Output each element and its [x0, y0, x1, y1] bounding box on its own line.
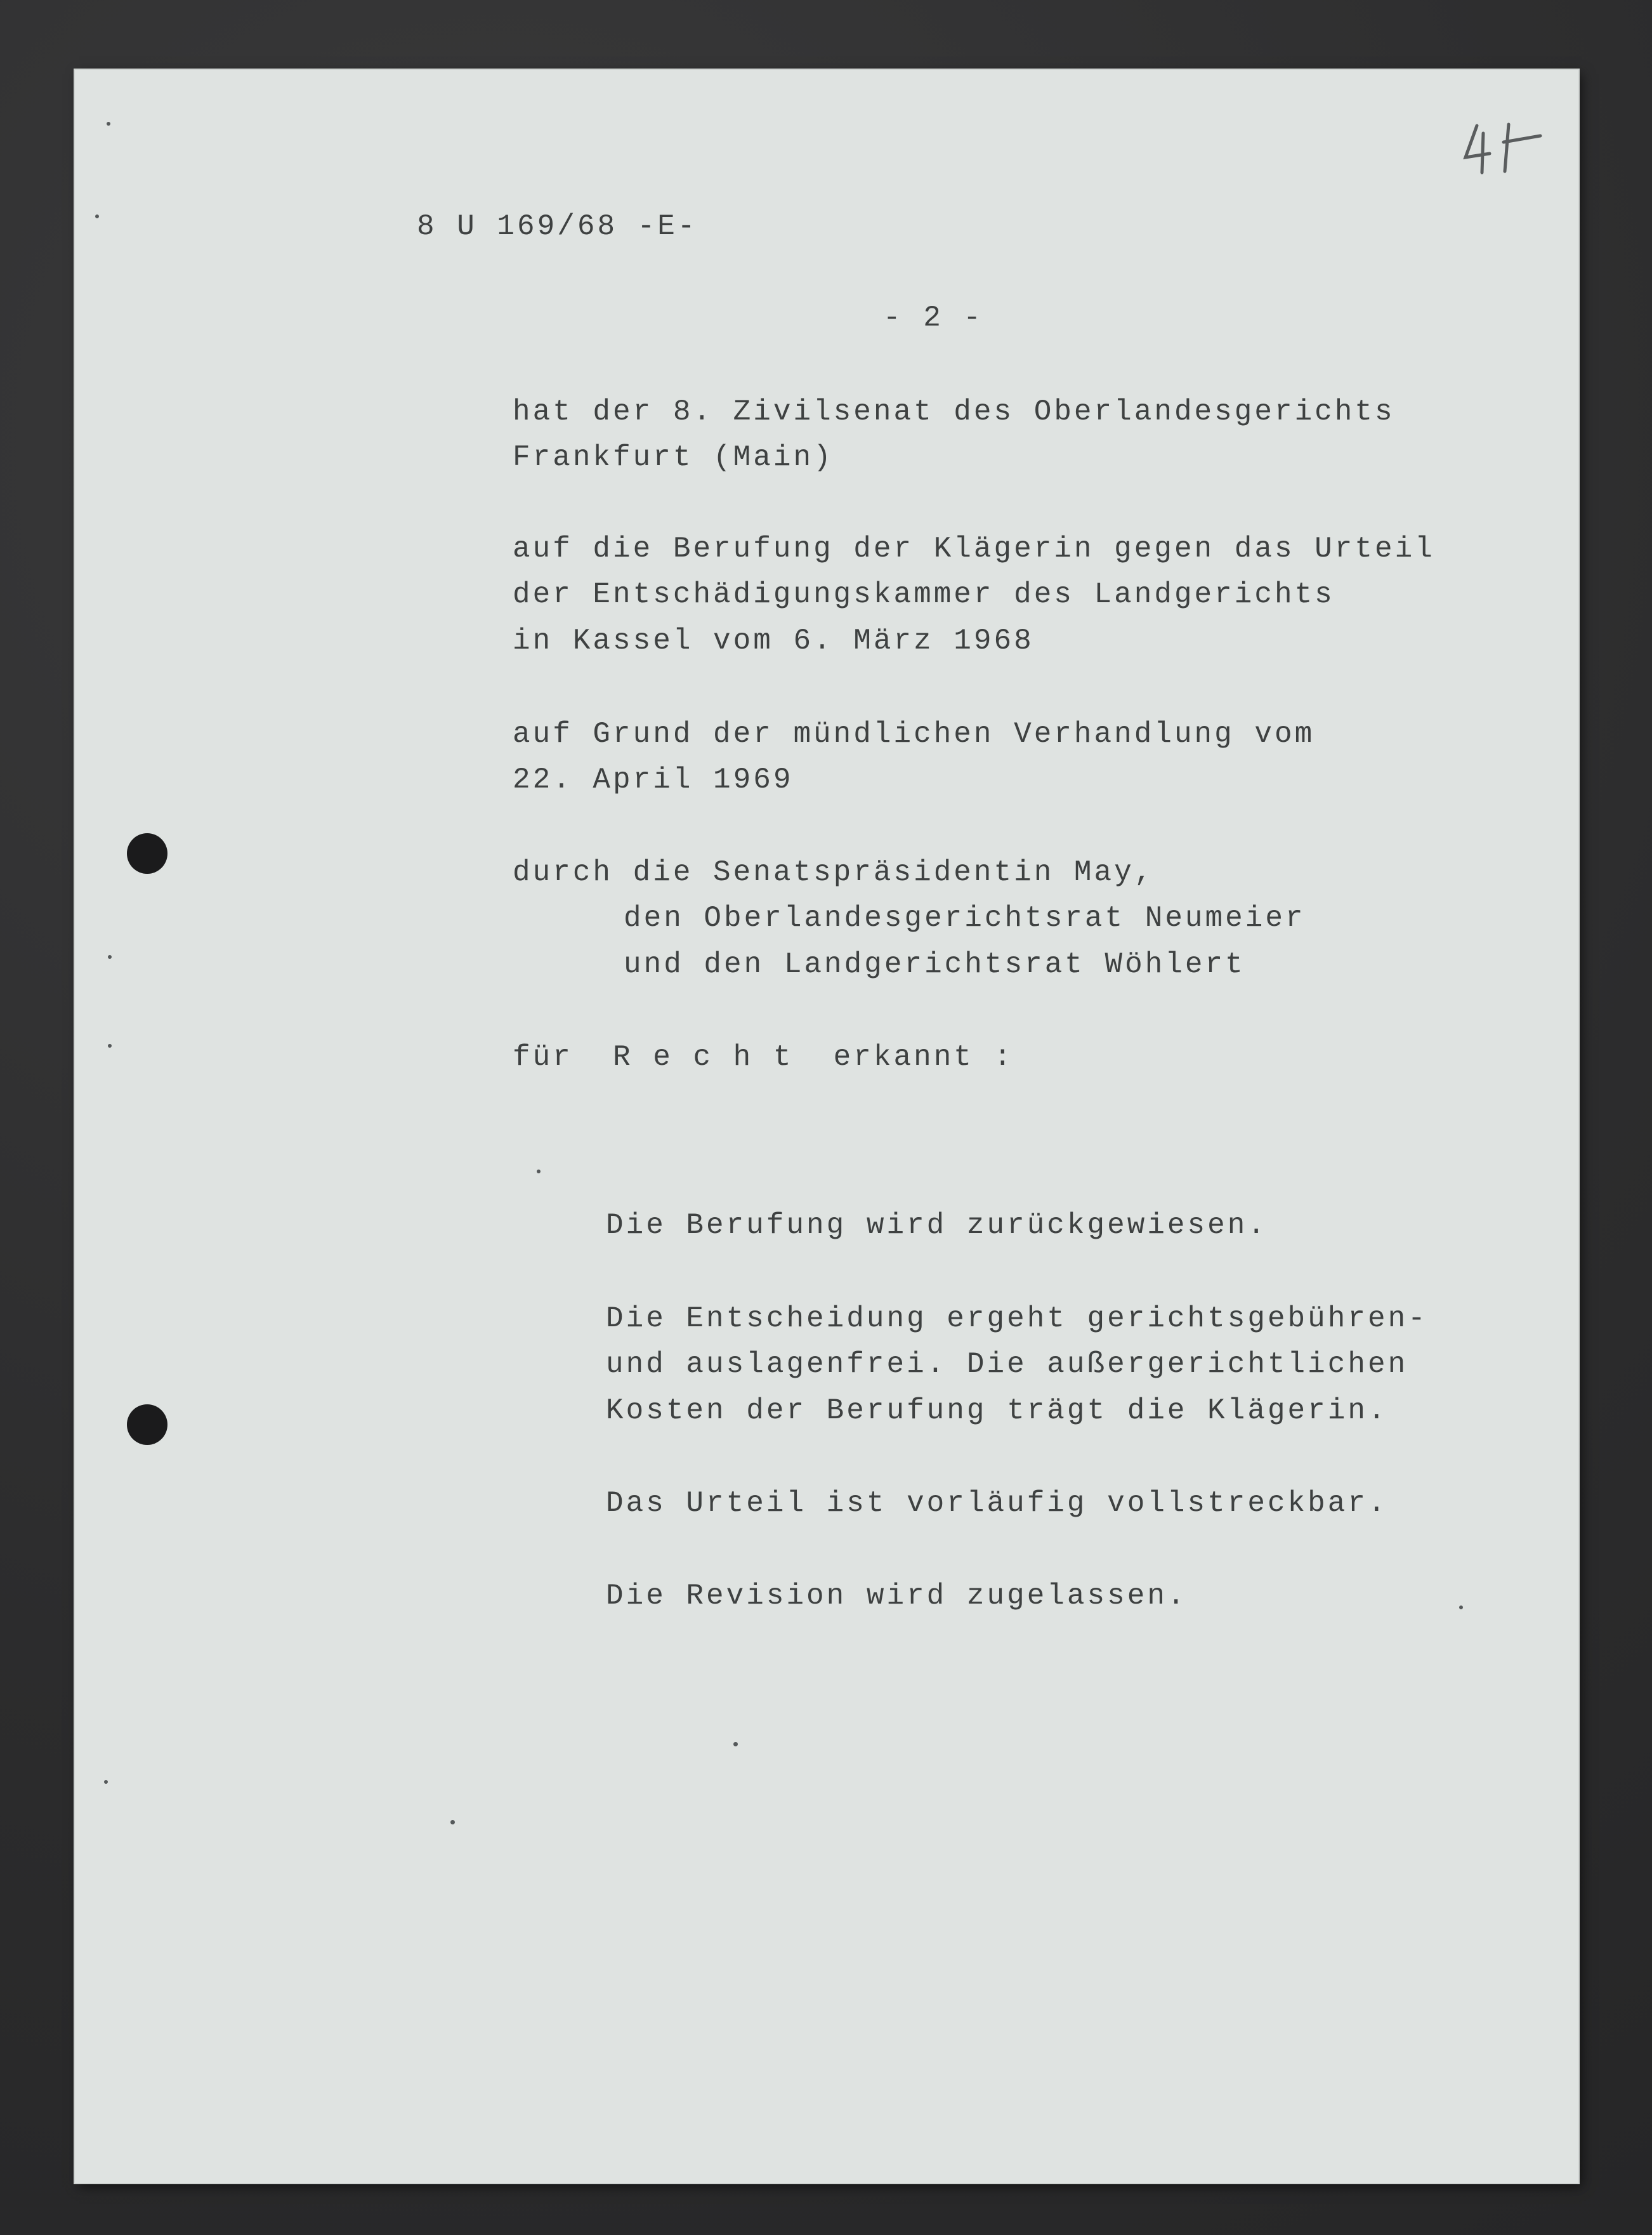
- handwritten-folio-number: [1459, 121, 1548, 178]
- verdict-enforceable: Das Urteil ist vorläufig vollstreckbar.: [606, 1487, 1388, 1520]
- paper-speck: [107, 122, 110, 126]
- verdict-costs-line-1: Die Entscheidung ergeht gerichtsgebühren-: [606, 1302, 1428, 1335]
- paper-speck: [537, 1170, 541, 1173]
- paper-speck: [733, 1742, 738, 1746]
- verdict-costs-line-3: Kosten der Berufung trägt die Klägerin.: [606, 1394, 1388, 1427]
- case-number: 8 U 169/68 -E-: [417, 210, 698, 243]
- punch-hole-top: [127, 833, 167, 874]
- court-line-2: Frankfurt (Main): [513, 441, 834, 474]
- punch-hole-bottom: [127, 1404, 167, 1445]
- paper-speck: [108, 955, 112, 959]
- paper-speck: [450, 1820, 455, 1824]
- court-line-1: hat der 8. Zivilsenat des Oberlandesgerichts: [513, 395, 1395, 428]
- document-page: [75, 70, 1578, 2183]
- appeal-line-2: der Entschädigungskammer des Landgerichts: [513, 578, 1335, 611]
- hearing-line-1: auf Grund der mündlichen Verhandlung vom: [513, 718, 1315, 751]
- hearing-line-2: 22. April 1969: [513, 763, 794, 796]
- paper-speck: [1459, 1605, 1463, 1609]
- verdict-costs-line-2: und auslagenfrei. Die außergerichtlichen: [606, 1348, 1408, 1381]
- paper-speck: [108, 1044, 112, 1048]
- judges-line-1: durch die Senatspräsidentin May,: [513, 856, 1155, 889]
- page-number: - 2 -: [883, 301, 984, 334]
- judges-line-2: den Oberlandesgerichtsrat Neumeier: [624, 902, 1306, 935]
- paper-speck: [95, 214, 99, 218]
- verdict-revision: Die Revision wird zugelassen.: [606, 1579, 1188, 1612]
- ruling-intro: für R e c h t erkannt :: [513, 1041, 1014, 1074]
- appeal-line-3: in Kassel vom 6. März 1968: [513, 624, 1034, 657]
- paper-speck: [104, 1780, 108, 1784]
- judges-line-3: und den Landgerichtsrat Wöhlert: [624, 948, 1245, 981]
- verdict-appeal-rejected: Die Berufung wird zurückgewiesen.: [606, 1209, 1268, 1242]
- appeal-line-1: auf die Berufung der Klägerin gegen das Urteil: [513, 532, 1435, 565]
